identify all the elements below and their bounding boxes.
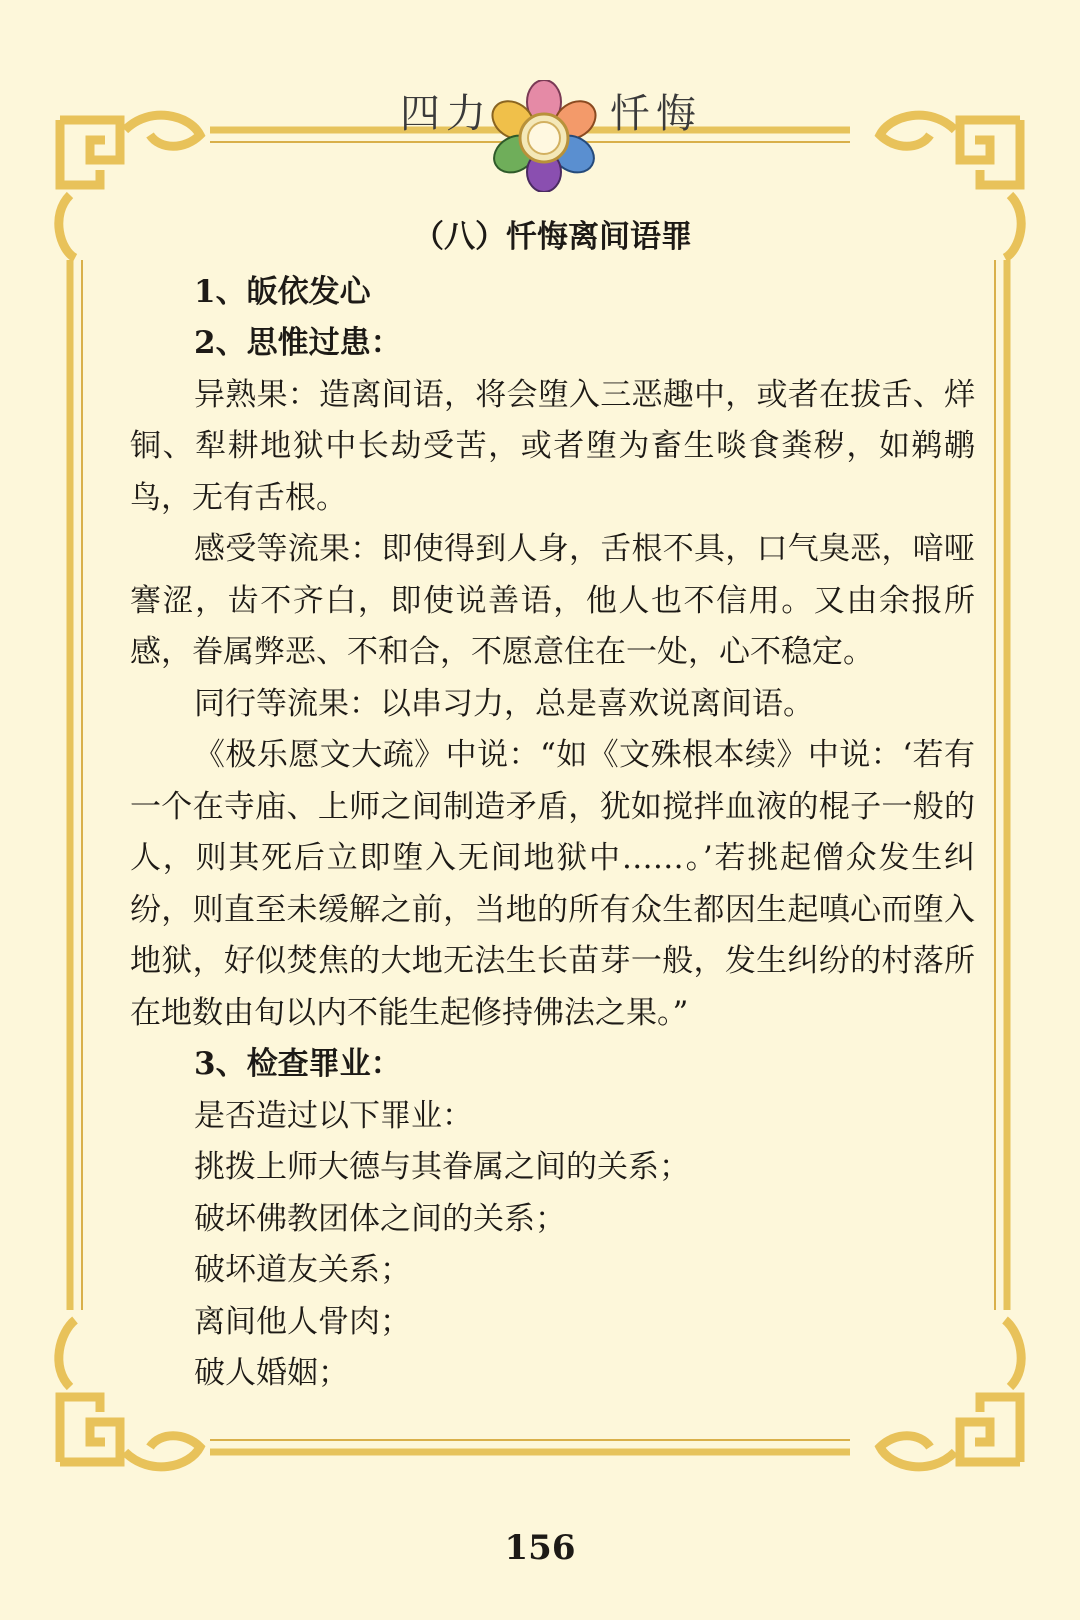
header-title-right: 忏悔 [610, 91, 702, 137]
step-heading-3: 3、检查罪业： [194, 1046, 402, 1082]
paragraph-ripening-result: 异熟果：造离间语，将会堕入三恶趣中，或者在拔舌、烊铜、犁耕地狱中长劫受苦，或者堕为畜生啖食粪秽，如鹈鹕鸟，无有舌根。 [130, 376, 975, 516]
page-body [130, 212, 975, 1400]
check-list-item: 破坏道友关系； [194, 1252, 411, 1288]
paragraph-habitual-result: 同行等流果：以串习力，总是喜欢说离间语。 [194, 685, 814, 722]
paragraph-quote: 《极乐愿文大疏》中说：“如《文殊根本续》中说：‘若有一个在寺庙、上师之间制造矛盾，犹如搅拌血液的棍子一般的人，则其死后立即堕入无间地狱中……。’若挑起僧众发生纠纷，则直至未缓解之前，当地的所有众生都因生起嗔心而堕入地狱，好似焚焦的大地无法生长苗芽一般，发生纠纷的村落所在地数由旬以内不能生起修持佛法之果。” [130, 737, 975, 1031]
check-list-item: 离间他人骨肉； [194, 1303, 411, 1340]
check-list-item: 破人婚姻； [194, 1355, 349, 1391]
page-number: 156 [504, 1528, 576, 1568]
step-heading-1: 1、皈依发心 [194, 273, 371, 310]
check-intro: 是否造过以下罪业： [194, 1097, 473, 1134]
page-header [0, 62, 1080, 192]
header-title-left: 四力 [400, 91, 492, 137]
section-title: （八）忏悔离间语罪 [413, 219, 692, 255]
check-list-item: 破坏佛教团体之间的关系； [194, 1200, 566, 1237]
lotus-icon [488, 80, 600, 192]
check-list-item: 挑拨上师大德与其眷属之间的关系； [194, 1149, 690, 1185]
paragraph-experience-result: 感受等流果：即使得到人身，舌根不具，口气臭恶，喑哑謇涩，齿不齐白，即使说善语，他人也不信用。又由余报所感，眷属弊恶、不和合，不愿意住在一处，心不稳定。 [130, 531, 975, 670]
step-heading-2: 2、思惟过患： [194, 325, 402, 361]
